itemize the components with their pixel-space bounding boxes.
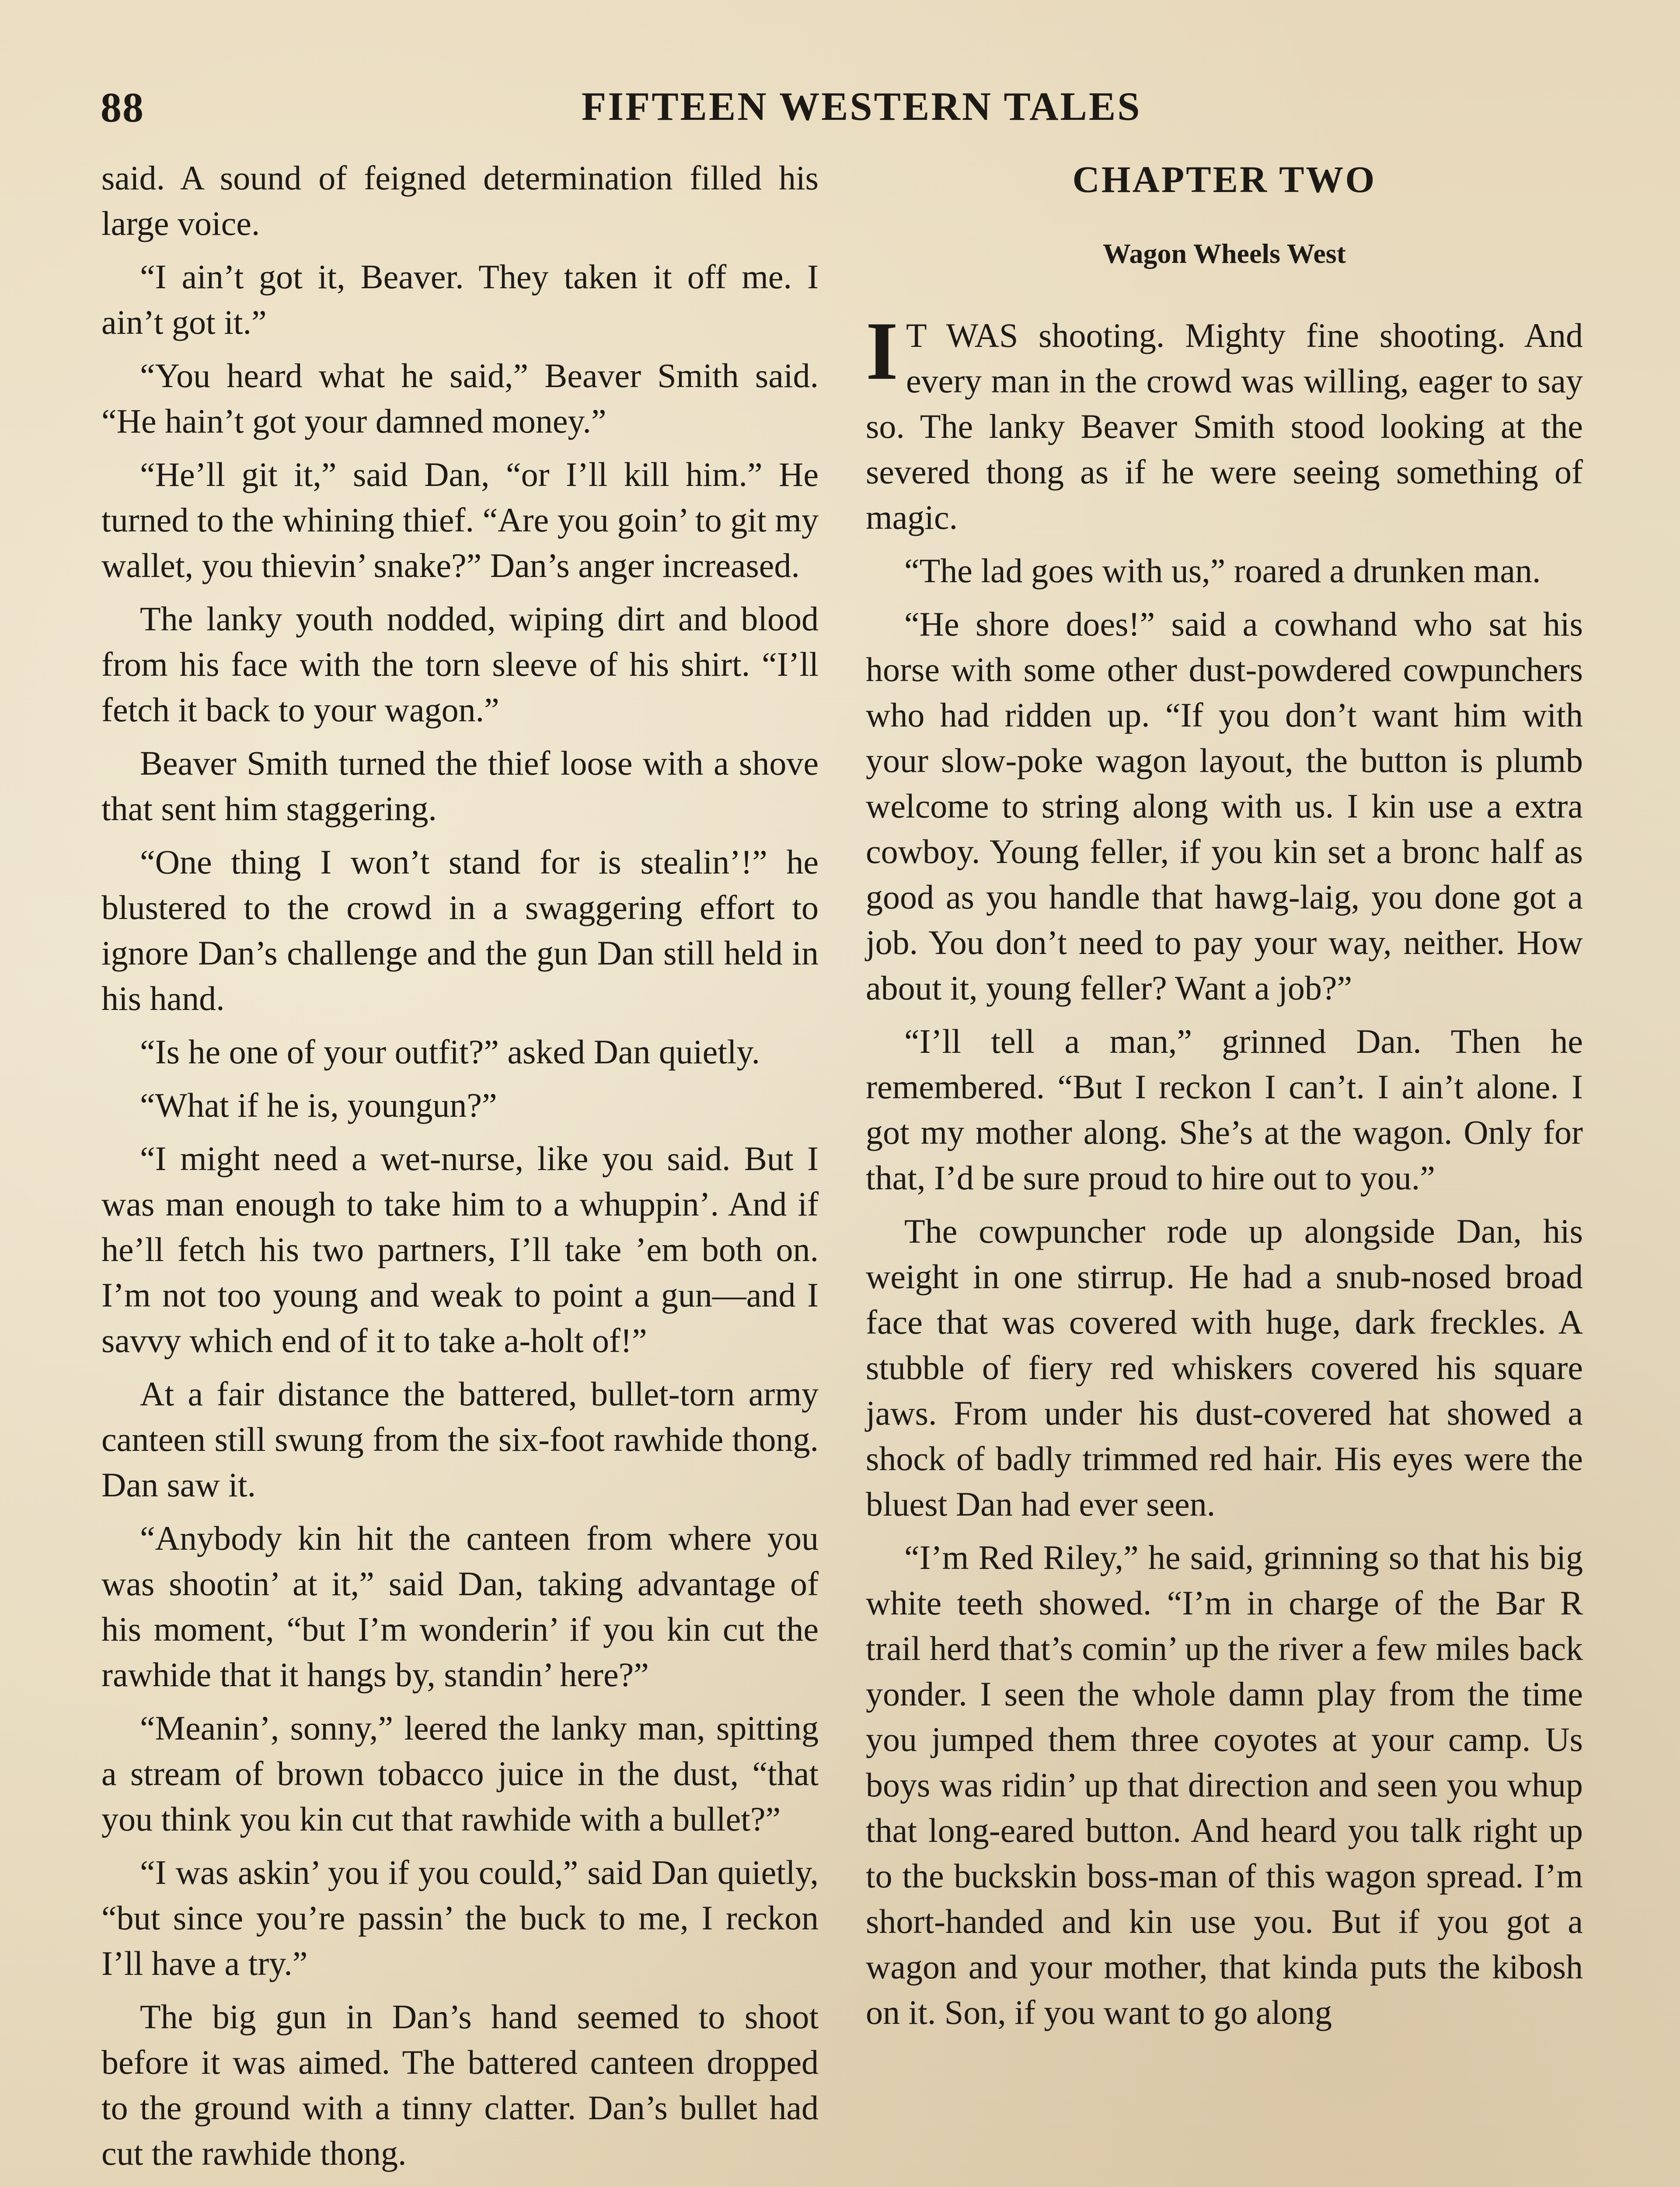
paragraph: “Anybody kin hit the canteen from where you was shootin’ at it,” said Dan, taking advantage of his moment, “but I’m wonderin’ if you kin cut the rawhide that it hangs by, standin’ here?”	[101, 1519, 819, 1694]
chapter-subtitle: Wagon Wheels West	[1103, 238, 1346, 269]
running-title: FIFTEEN WESTERN TALES	[582, 84, 1142, 129]
paragraph: “I might need a wet-nurse, like you said. But I was man enough to take him to a whuppin’. And if he’ll fetch his two partners, I’ll take ’em both on. I’m not too young and weak to point a gun—and I savvy which end of it to take a-holt of!”	[101, 1139, 819, 1359]
drop-cap: I	[866, 305, 898, 397]
paragraph: The big gun in Dan’s hand seemed to shoot before it was aimed. The battered canteen dropped to the ground with a tinny clatter. Dan’s bullet had cut the rawhide thong.	[101, 1998, 819, 2172]
paragraph: “What if he is, youngun?”	[140, 1086, 497, 1124]
left-column	[101, 155, 819, 2184]
right-column	[866, 155, 1583, 2043]
paragraph: “You heard what he said,” Beaver Smith said. “He hain’t got your damned money.”	[101, 356, 819, 440]
paragraph: At a fair distance the battered, bullet-torn army canteen still swung from the six-foot rawhide thong. Dan saw it.	[101, 1375, 819, 1504]
chapter-heading: CHAPTER TWO	[1072, 158, 1377, 200]
paragraph: “I’ll tell a man,” grinned Dan. Then he remembered. “But I reckon I can’t. I ain’t alone. I got my mother along. She’s at the wagon. Only for that, I’d be sure proud to hire out to you.”	[866, 1022, 1583, 1197]
paragraph: “Is he one of your outfit?” asked Dan quietly.	[140, 1033, 760, 1071]
paragraph: “The lad goes with us,” roared a drunken man.	[904, 552, 1541, 590]
paragraph: “He shore does!” said a cowhand who sat his horse with some other dust-powdered cowpunchers who had ridden up. “If you don’t want him with your slow-poke wagon layout, the button is plumb welcome to string along with us. I kin use a extra cowboy. Young feller, if you kin set a bronc half as good as you handle that hawg-laig, you done got a job. You don’t need to pay your way, neither. How about it, young feller? Want a job?”	[866, 605, 1583, 1007]
paragraph: “One thing I won’t stand for is stealin’!” he blustered to the crowd in a swaggering effort to ignore Dan’s challenge and the gun Dan still held in his hand.	[101, 843, 819, 1017]
page-number: 88	[101, 84, 144, 131]
paragraph: said. A sound of feigned determination filled his large voice.	[101, 159, 819, 242]
paragraph: Beaver Smith turned the thief loose with a shove that sent him staggering.	[101, 744, 819, 828]
paragraph: The lanky youth nodded, wiping dirt and blood from his face with the torn sleeve of his shirt. “I’ll fetch it back to your wagon.”	[101, 600, 819, 729]
paragraph: “I ain’t got it, Beaver. They taken it off me. I ain’t got it.”	[101, 258, 819, 341]
paragraph: “I’m Red Riley,” he said, grinning so that his big white teeth showed. “I’m in charge of the Bar R trail herd that’s comin’ up the river a few miles back yonder. I seen the whole damn play from the time you jumped them three coyotes at your camp. Us boys was ridin’ up that direction and seen you whup that long-eared button. And heard you talk right up to the buckskin boss-man of this wagon spread. I’m short-handed and kin use you. But if you got a wagon and your mother, that kinda puts the kibosh on it. Son, if you want to go along	[866, 1538, 1583, 2031]
opening-paragraph-text: T WAS shooting. Mighty fine shooting. And every man in the crowd was willing, eager to say so. The lanky Beaver Smith stood looking at the severed thong as if he were seeing something of magic.	[866, 316, 1583, 536]
paragraph: “He’ll git it,” said Dan, “or I’ll kill him.” He turned to the whining thief. “Are you goin’ to git my wallet, you thievin’ snake?” Dan’s anger increased.	[101, 455, 819, 584]
paragraph: “Meanin’, sonny,” leered the lanky man, spitting a stream of brown tobacco juice in the dust, “that you think you kin cut that rawhide with a bullet?”	[101, 1709, 819, 1838]
paragraph: The cowpuncher rode up alongside Dan, his weight in one stirrup. He had a snub-nosed broad face that was covered with huge, dark freckles. A stubble of fiery red whiskers covered his square jaws. From under his dust-covered hat showed a shock of badly trimmed red hair. His eyes were the bluest Dan had ever seen.	[866, 1212, 1583, 1523]
paragraph: “I was askin’ you if you could,” said Dan quietly, “but since you’re passin’ the buck to me, I reckon I’ll have a try.”	[101, 1853, 819, 1982]
opening-paragraph	[866, 305, 1583, 540]
page-header	[101, 74, 1600, 140]
